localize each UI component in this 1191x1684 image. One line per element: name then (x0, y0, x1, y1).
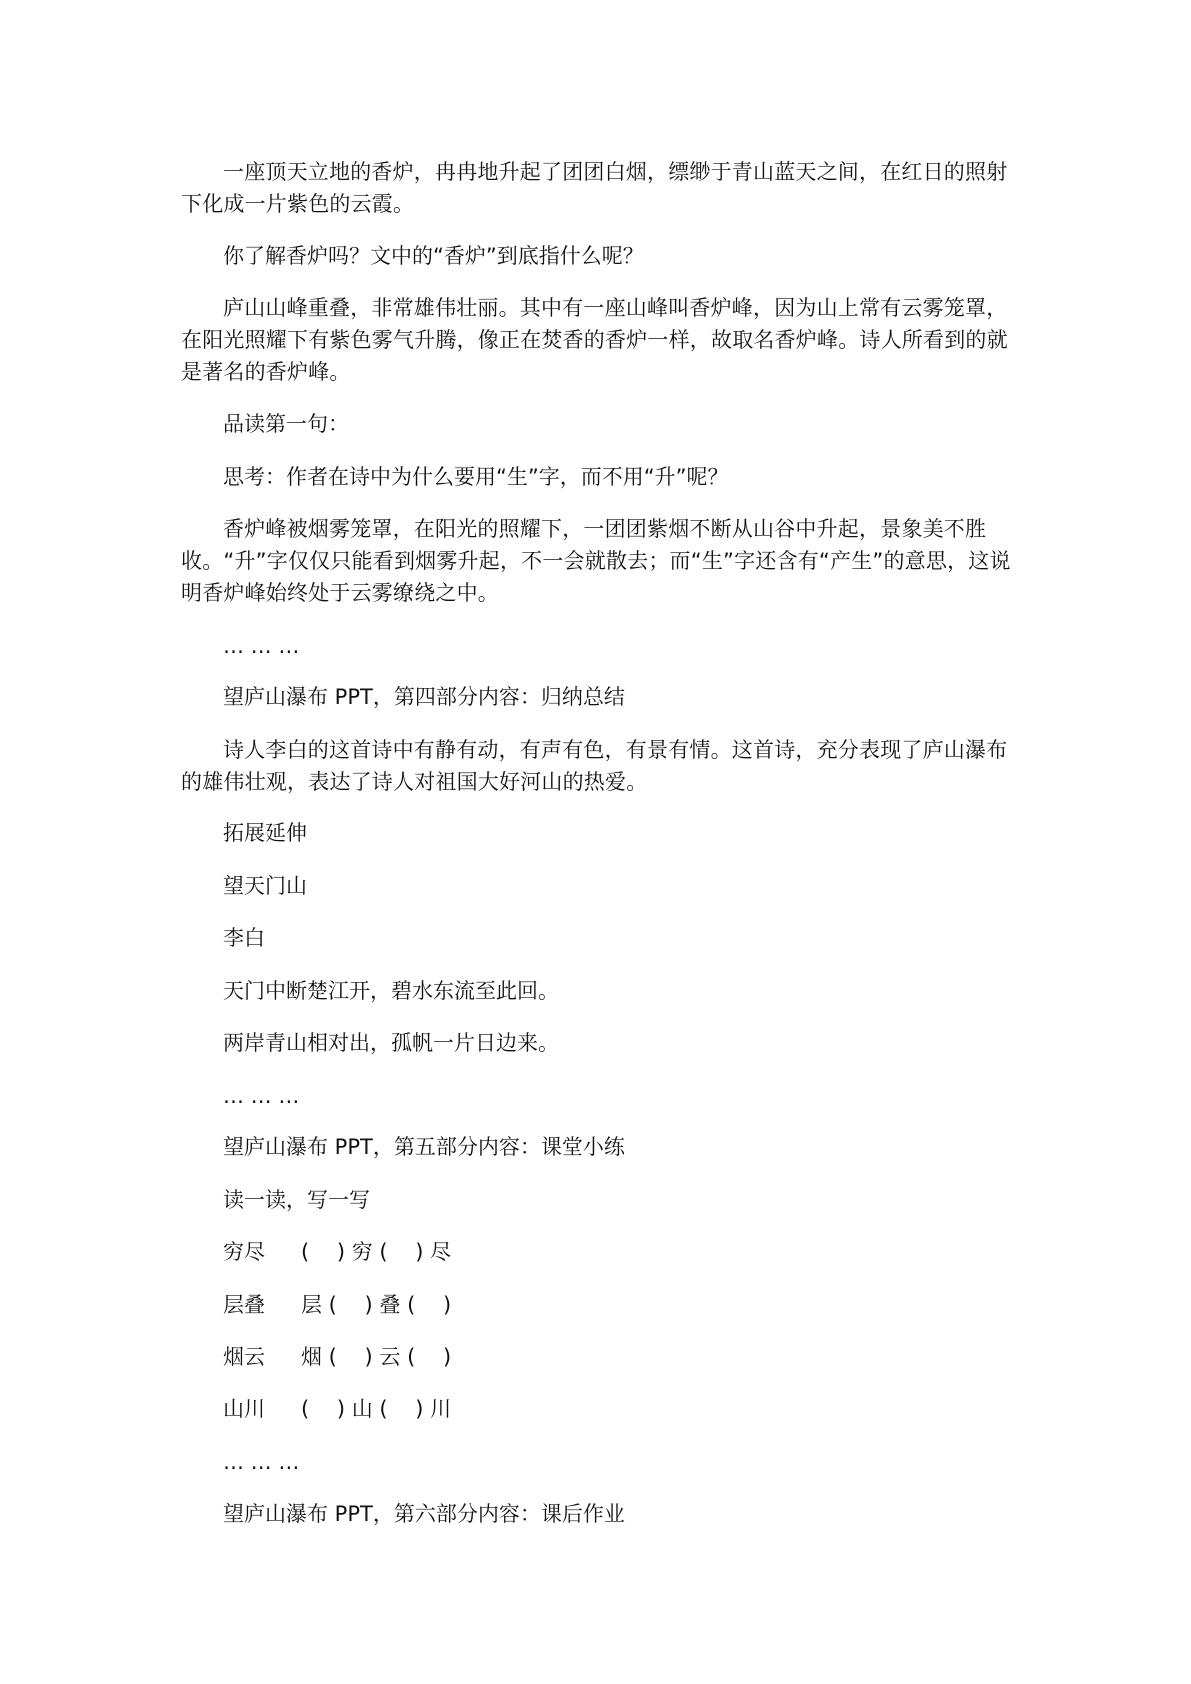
extension-heading: 拓展延伸 (223, 821, 307, 845)
exercise-word: 穷尽 (223, 1240, 265, 1264)
paragraph-think-question: 思考：作者在诗中为什么要用“生”字，而不用“升”呢？ (223, 465, 729, 489)
paragraph-question-incense-burner: 你了解香炉吗？文中的“香炉”到底指什么呢？ (223, 244, 644, 268)
exercise-title: 读一读，写一写 (223, 1188, 370, 1212)
exercise-fill-blank: 层 ( ) 叠 ( ) (301, 1293, 452, 1317)
exercise-fill-blank: ( ) 山 ( ) 川 (301, 1397, 452, 1421)
poem-line-1: 天门中断楚江开，碧水东流至此回。 (223, 979, 559, 1003)
exercise-word: 烟云 (223, 1345, 265, 1369)
paragraph-lushan-peak-explanation: 庐山山峰重叠，非常雄伟壮丽。其中有一座山峰叫香炉峰，因为山上常有云雾笼罩，在阳光照耀下有紫色雾气升腾，像正在焚香的香炉一样，故取名香炉峰。诗人所看到的就是著名的香炉峰。 (181, 296, 1008, 384)
exercise-fill-blank: ( ) 穷 ( ) 尽 (301, 1240, 452, 1264)
paragraph-incense-burner-description: 一座顶天立地的香炉，冉冉地升起了团团白烟，缥缈于青山蓝天之间，在红日的照射下化成一片紫色的云霞。 (181, 160, 1008, 216)
paragraph-sheng-explanation: 香炉峰被烟雾笼罩，在阳光的照耀下，一团团紫烟不断从山谷中升起，景象美不胜收。“升”字仅仅只能看到烟雾升起，不一会就散去；而“生”字还含有“产生”的意思，这说明香炉峰始终处于云雾缭绕之中。 (181, 517, 1011, 605)
section-heading-part-five: 望庐山瀑布 PPT，第五部分内容：课堂小练 (223, 1135, 625, 1159)
exercise-fill-blank: 烟 ( ) 云 ( ) (301, 1345, 452, 1369)
poem-author: 李白 (223, 926, 265, 950)
paragraph-read-first-line-heading: 品读第一句： (223, 412, 349, 436)
paragraph-summary: 诗人李白的这首诗中有静有动，有声有色，有景有情。这首诗，充分表现了庐山瀑布的雄伟壮观，表达了诗人对祖国大好河山的热爱。 (181, 738, 1008, 794)
poem-line-2: 两岸青山相对出，孤帆一片日边来。 (223, 1031, 559, 1055)
ellipsis-separator: … … … (223, 634, 300, 658)
ellipsis-separator: … … … (223, 1084, 300, 1108)
section-heading-part-six: 望庐山瀑布 PPT，第六部分内容：课后作业 (223, 1502, 625, 1526)
section-heading-part-four: 望庐山瀑布 PPT，第四部分内容：归纳总结 (223, 685, 625, 709)
ellipsis-separator: … … … (223, 1450, 300, 1474)
exercise-word: 山川 (223, 1397, 265, 1421)
poem-title: 望天门山 (223, 874, 307, 898)
exercise-word: 层叠 (223, 1293, 265, 1317)
